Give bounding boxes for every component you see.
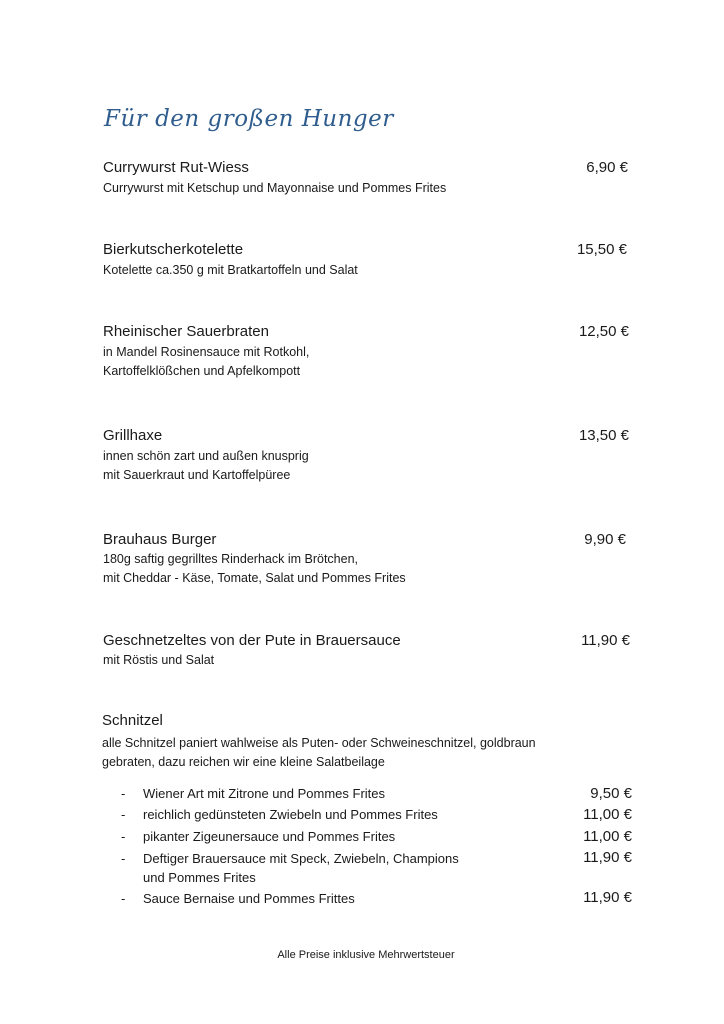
menu-item-desc: mit Röstis und Salat (103, 653, 215, 667)
variant-text: Wiener Art mit Zitrone und Pommes Frites (143, 786, 386, 801)
menu-item-name: Bierkutscherkotelette (103, 241, 244, 258)
variant-price: 11,00 € (583, 806, 632, 823)
variant-text: Sauce Bernaise und Pommes Frittes (143, 891, 355, 906)
menu-item-price: 9,90 € (584, 531, 626, 548)
menu-item-desc: Currywurst mit Ketschup und Mayonnaise und Pommes Frites (103, 181, 447, 195)
variant-dash: - (121, 807, 126, 822)
menu-item-price: 12,50 € (578, 323, 629, 340)
schnitzel-desc: alle Schnitzel paniert wahlweise als Puten- oder Schweineschnitzel, goldbraun (102, 736, 536, 750)
menu-item-desc: 180g saftig gegrilltes Rinderhack im Brötchen, (103, 552, 358, 566)
variant-price: 11,90 € (583, 849, 632, 866)
variant-text: und Pommes Frites (143, 870, 256, 885)
section-title: Für den großen Hunger (104, 106, 394, 132)
schnitzel-name: Schnitzel (102, 712, 163, 729)
schnitzel-desc: gebraten, dazu reichen wir eine kleine Salatbeilage (102, 755, 385, 769)
menu-item-name: Geschnetzeltes von der Pute in Brauersauce (103, 632, 401, 649)
menu-item-name: Rheinischer Sauerbraten (103, 323, 269, 340)
variant-price: 11,90 € (583, 889, 632, 906)
menu-item-name: Brauhaus Burger (103, 531, 217, 548)
menu-item-desc: mit Sauerkraut und Kartoffelpüree (103, 468, 291, 482)
menu-item-desc: Kartoffelklößchen und Apfelkompott (103, 364, 301, 378)
variant-text: Deftiger Brauersauce mit Speck, Zwiebeln, Champions (143, 851, 459, 866)
variant-dash: - (121, 829, 126, 844)
variant-dash: - (121, 786, 126, 801)
variant-dash: - (121, 891, 126, 906)
menu-item-desc: Kotelette ca.350 g mit Bratkartoffeln und Salat (103, 263, 358, 277)
menu-item-price: 6,90 € (586, 159, 628, 176)
variant-price: 11,00 € (583, 828, 632, 845)
menu-item-name: Grillhaxe (103, 427, 163, 444)
menu-item-desc: innen schön zart und außen knusprig (103, 449, 309, 463)
menu-item-price: 11,90 € (581, 632, 630, 649)
variant-text: pikanter Zigeunersauce und Pommes Frites (143, 829, 396, 844)
menu-item-desc: in Mandel Rosinensauce mit Rotkohl, (103, 345, 310, 359)
variant-price: 9,50 € (590, 785, 632, 802)
menu-item-name: Currywurst Rut-Wiess (103, 159, 249, 176)
menu-item-price: 15,50 € (576, 241, 627, 258)
variant-dash: - (121, 851, 126, 866)
variant-text: reichlich gedünsteten Zwiebeln und Pommes Frites (143, 807, 438, 822)
menu-item-desc: mit Cheddar - Käse, Tomate, Salat und Pommes Frites (103, 571, 406, 585)
footer-note: Alle Preise inklusive Mehrwertsteuer (277, 949, 455, 961)
menu-item-price: 13,50 € (578, 427, 629, 444)
